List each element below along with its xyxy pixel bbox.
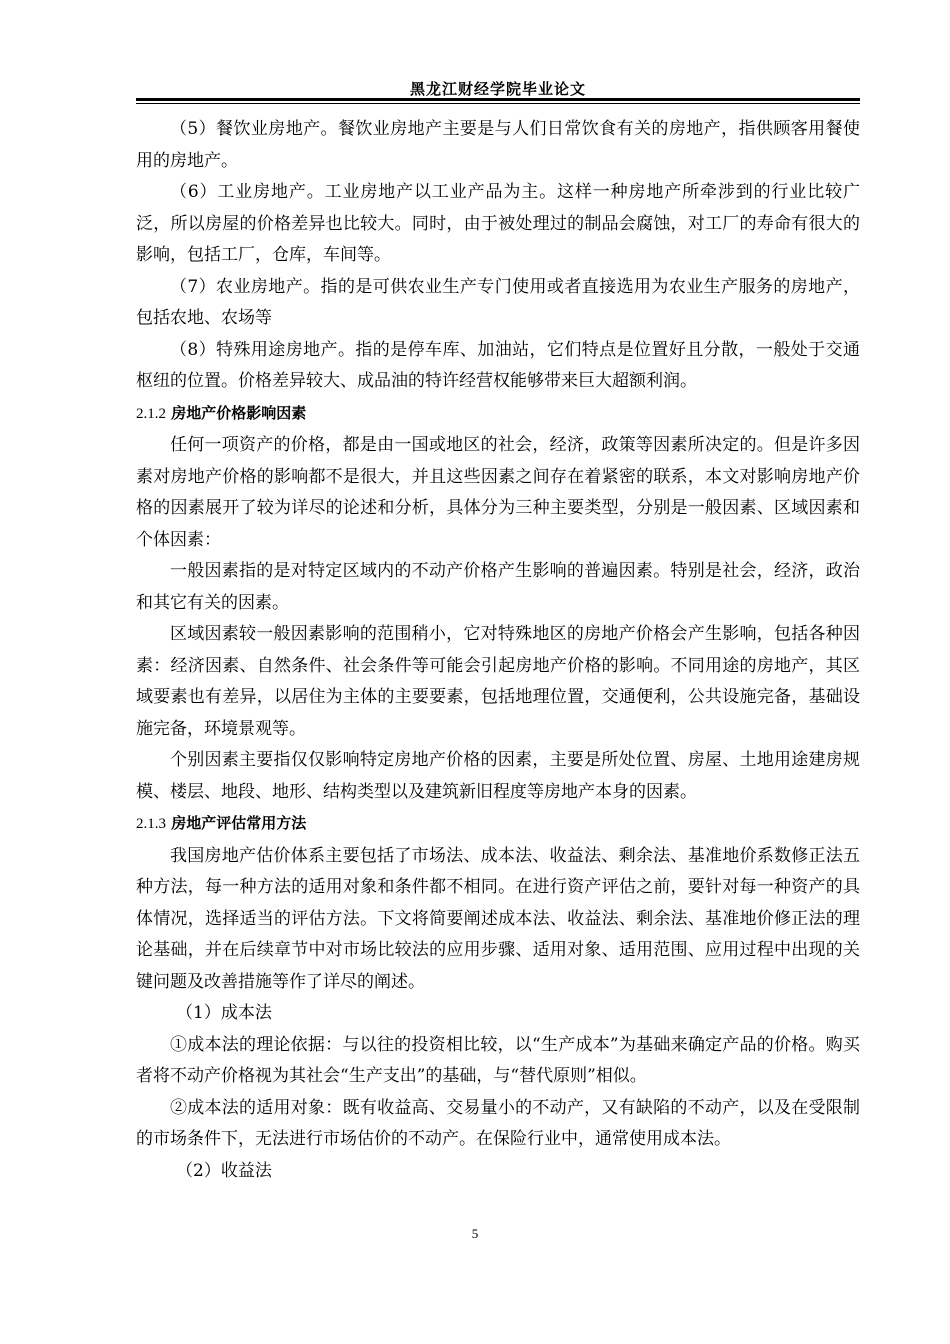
header-rule-thin [136, 103, 860, 104]
paragraph-general-factors: 一般因素指的是对特定区域内的不动产价格产生影响的普遍因素。特别是社会，经济，政治和其它有关的因素。 [136, 561, 860, 613]
page-number: 5 [471, 1226, 479, 1241]
paragraph-valuation-methods-intro: 我国房地产估价体系主要包括了市场法、成本法、收益法、剩余法、基准地价系数修正法五种方法，每一种方法的适用对象和条件都不相同。在进行资产评估之前，要针对每一种资产的具体情况，选择适当的评估方法。下文将简要阐述成本法、收益法、剩余法、基准地价修正法的理论基础，并在后续章节中对市场比较法的应用步骤、适用对象、适用范围、应用过程中出现的关键问题及改善措施等作了详尽的阐述。 [136, 845, 860, 992]
paragraph-catering-real-estate: （5）餐饮业房地产。餐饮业房地产主要是与人们日常饮食有关的房地产，指供顾客用餐使用的房地产。 [136, 119, 860, 171]
paragraph-individual-factors: 个别因素主要指仅仅影响特定房地产价格的因素，主要是所处位置、房屋、土地用途建房规模、楼层、地段、地形、结构类型以及建筑新旧程度等房地产本身的因素。 [136, 750, 860, 802]
section-title: 房地产价格影响因素 [171, 403, 307, 422]
paragraph-price-factors-intro: 任何一项资产的价格，都是由一国或地区的社会，经济，政策等因素所决定的。但是许多因素对房地产价格的影响都不是很大，并且这些因素之间存在着紧密的联系，本文对影响房地产价格的因素展开了较为详尽的论述和分析，具体分为三种主要类型，分别是一般因素、区域因素和个体因素： [136, 435, 860, 550]
paragraph-regional-factors: 区域因素较一般因素影响的范围稍小，它对特殊地区的房地产价格会产生影响，包括各种因素：经济因素、自然条件、社会条件等可能会引起房地产价格的影响。不同用途的房地产，其区域要素也有差异，以居住为主体的主要要素，包括地理位置，交通便利，公共设施完备，基础设施完备，环境景观等。 [136, 624, 860, 739]
paragraph-industrial-real-estate: （6）工业房地产。工业房地产以工业产品为主。这样一种房地产所牵涉到的行业比较广泛，所以房屋的价格差异也比较大。同时，由于被处理过的制品会腐蚀，对工厂的寿命有很大的影响，包括工厂，仓库，车间等。 [136, 182, 860, 265]
list-item-cost-method: （1）成本法 [176, 1003, 272, 1023]
section-number: 2.1.2 [136, 405, 166, 422]
paragraph-cost-method-basis: ①成本法的理论依据：与以往的投资相比较，以“生产成本”为基础来确定产品的价格。购买者将不动产价格视为其社会“生产支出”的基础，与“替代原则”相似。 [136, 1034, 860, 1086]
list-item-income-method: （2）收益法 [176, 1160, 272, 1181]
section-title: 房地产评估常用方法 [171, 814, 307, 832]
paragraph-cost-method-scope: ②成本法的适用对象：既有收益高、交易量小的不动产，又有缺陷的不动产，以及在受限制的市场条件下，无法进行市场估价的不动产。在保险行业中，通常使用成本法。 [136, 1097, 860, 1149]
section-heading-2-1-3 [136, 808, 860, 841]
paragraph-special-purpose-real-estate: （8）特殊用途房地产。指的是停车库、加油站，它们特点是位置好且分散，一般处于交通枢纽的位置。价格差异较大、成品油的特许经营权能够带来巨大超额利润。 [136, 339, 860, 391]
running-header: 黑龙江财经学院毕业论文 [409, 80, 586, 98]
page-body [136, 114, 860, 1187]
header-rule-thick [136, 98, 860, 101]
section-heading-2-1-2 [136, 398, 860, 431]
section-number: 2.1.3 [136, 816, 166, 832]
paragraph-agricultural-real-estate: （7）农业房地产。指的是可供农业生产专门使用或者直接选用为农业生产服务的房地产，包括农地、农场等 [136, 276, 860, 328]
